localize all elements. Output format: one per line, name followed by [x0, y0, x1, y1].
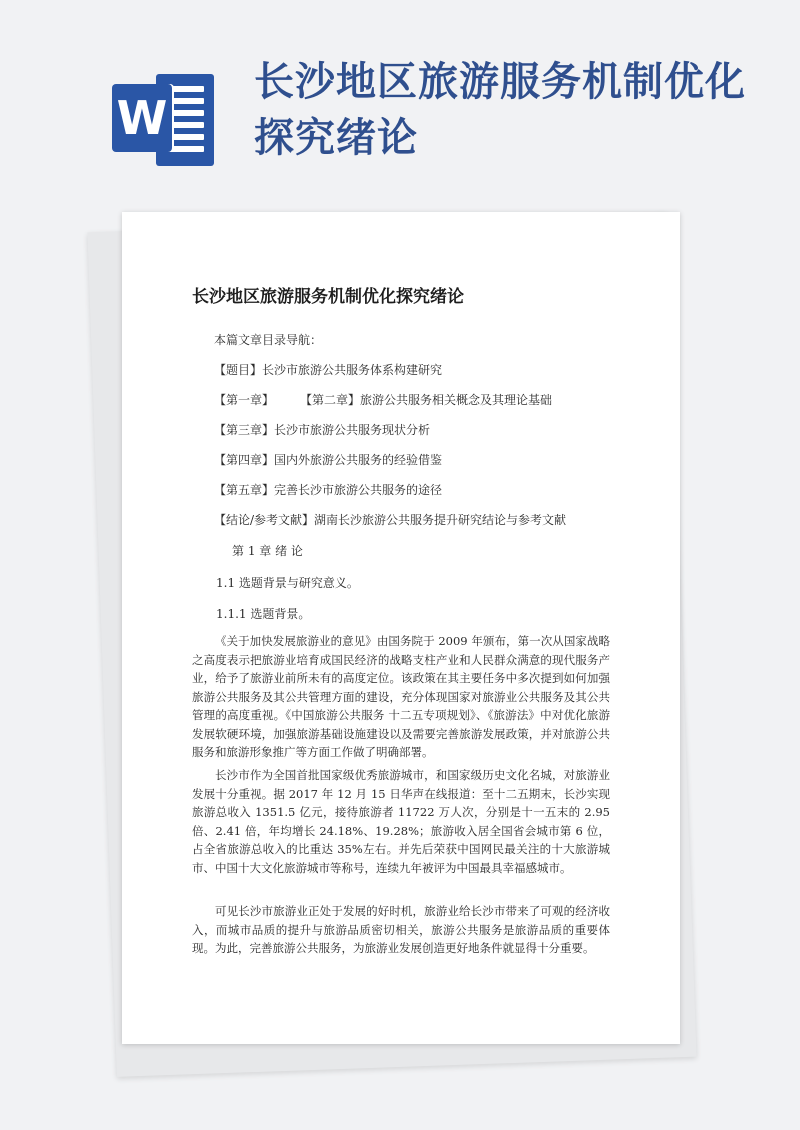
subsection-heading: 1.1.1 选题背景。: [216, 607, 311, 621]
toc-item: 【第二章】旅游公共服务相关概念及其理论基础: [300, 393, 553, 407]
word-document-icon: [112, 70, 216, 170]
toc-item-chapter-row: [214, 390, 634, 420]
section-heading: 1.1 选题背景与研究意义。: [216, 576, 359, 590]
document-page: [122, 212, 680, 1044]
body-paragraph: 长沙市作为全国首批国家级优秀旅游城市，和国家级历史文化名城，对旅游业发展十分重视。据 2017 年 12 月 15 日华声在线报道：至十二五期末，长沙实现旅游总收入 1351.5 亿元，接待旅游者 11722 万人次，分别是十一五末的 2.95 倍、2.41 倍，年均增长 24.18%、19.28%；旅游收入居全国省会城市第 6 位，占全省旅游总收入的比重达 35%左右。并先后荣获中国网民最关注的十大旅游城市、中国十大文化旅游城市等称号，连续九年被评为中国最具幸福感城市。: [192, 768, 610, 875]
document-banner-title: 长沙地区旅游服务机制优化探究绪论: [254, 59, 746, 161]
toc-item: 【结论/参考文献】湖南长沙旅游公共服务提升研究结论与参考文献: [214, 513, 567, 527]
table-of-contents: [214, 330, 634, 540]
toc-item: 【第三章】长沙市旅游公共服务现状分析: [214, 423, 431, 437]
toc-item: 【第四章】国内外旅游公共服务的经验借鉴: [214, 453, 443, 467]
toc-item: 【第一章】: [214, 393, 275, 407]
toc-item: 【题目】长沙市旅游公共服务体系构建研究: [214, 363, 443, 377]
chapter-heading: 第 1 章 绪 论: [232, 544, 303, 558]
toc-item: 【第五章】完善长沙市旅游公共服务的途径: [214, 483, 443, 497]
body-paragraph: 《关于加快发展旅游业的意见》由国务院于 2009 年颁布，第一次从国家战略之高度表示把旅游业培育成国民经济的战略支柱产业和人民群众满意的现代服务产业，给予了旅游业前所未有的高度定位。该政策在其主要任务中多次提到如何加强旅游公共服务及其公共管理方面的建设，充分体现国家对旅游业公共服务及其公共管理的高度重视。《中国旅游公共服务 十二五专项规划》、《旅游法》中对优化旅游发展软硬环境，加强旅游基础设施建设以及需要完善旅游发展政策，并对旅游公共服务和旅游形象推广等方面工作做了明确部署。: [192, 634, 610, 759]
page-heading: 长沙地区旅游服务机制优化探究绪论: [192, 287, 464, 307]
word-letter-badge: W: [112, 84, 172, 152]
toc-intro: 本篇文章目录导航：: [214, 333, 323, 347]
body-paragraph: 可见长沙市旅游业正处于发展的好时机，旅游业给长沙市带来了可观的经济收入，而城市品质的提升与旅游品质密切相关，旅游公共服务是旅游品质的重要体现。为此，完善旅游公共服务，为旅游业发展创造更好地条件就显得十分重要。: [192, 904, 610, 955]
